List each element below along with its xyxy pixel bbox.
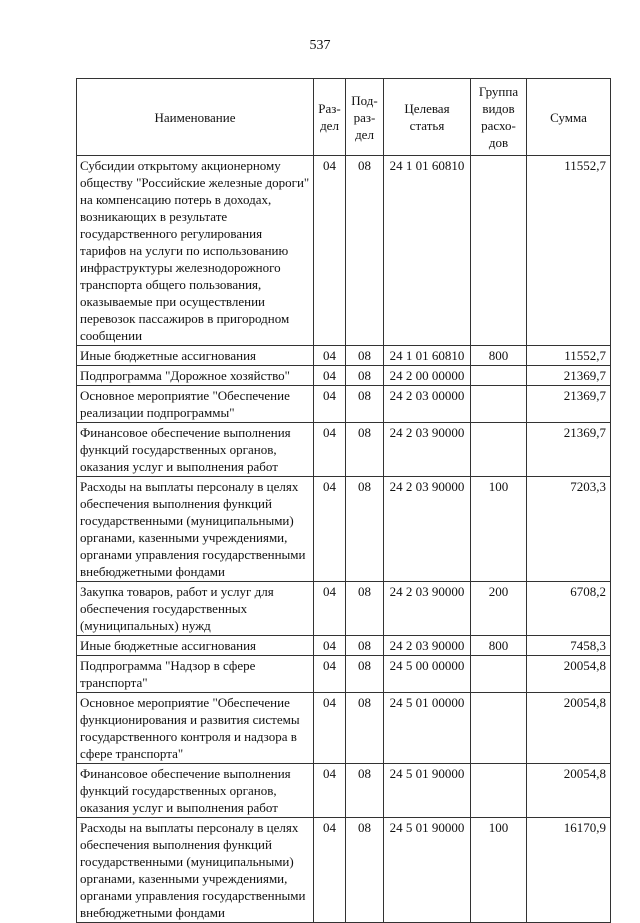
cell-amount: 7458,3: [527, 636, 611, 656]
cell-expense-group: [471, 366, 527, 386]
cell-section: 04: [314, 366, 346, 386]
table-header: [77, 79, 611, 156]
table-body: [77, 156, 611, 923]
cell-expense-group: 200: [471, 582, 527, 636]
cell-target-article: 24 2 00 00000: [384, 366, 471, 386]
cell-section: 04: [314, 423, 346, 477]
cell-subsection: 08: [346, 636, 384, 656]
cell-subsection: 08: [346, 582, 384, 636]
header-expense-group: Группа видов расхо- дов: [471, 79, 527, 156]
table-row: [77, 818, 611, 923]
table-row: [77, 386, 611, 423]
cell-name: Иные бюджетные ассигнования: [77, 346, 314, 366]
cell-subsection: 08: [346, 477, 384, 582]
table-row: [77, 156, 611, 346]
cell-expense-group: 100: [471, 818, 527, 923]
cell-target-article: 24 1 01 60810: [384, 346, 471, 366]
cell-amount: 20054,8: [527, 693, 611, 764]
cell-name: Закупка товаров, работ и услуг для обеспечения государственных (муниципальных) нужд: [77, 582, 314, 636]
cell-name: Расходы на выплаты персоналу в целях обеспечения выполнения функций государственными (муниципальными) органами, казенными учреждениями, органами управления государственными внебюджетными фондами: [77, 477, 314, 582]
page-number: 537: [309, 38, 331, 53]
cell-target-article: 24 5 01 90000: [384, 764, 471, 818]
cell-amount: 6708,2: [527, 582, 611, 636]
cell-section: 04: [314, 156, 346, 346]
cell-expense-group: 800: [471, 636, 527, 656]
cell-name: Финансовое обеспечение выполнения функций государственных органов, оказания услуг и выполнения работ: [77, 764, 314, 818]
header-amount: Сумма: [527, 79, 611, 156]
cell-name: Иные бюджетные ассигнования: [77, 636, 314, 656]
table-row: [77, 477, 611, 582]
cell-section: 04: [314, 693, 346, 764]
cell-amount: 20054,8: [527, 764, 611, 818]
cell-amount: 16170,9: [527, 818, 611, 923]
cell-expense-group: [471, 764, 527, 818]
cell-amount: 21369,7: [527, 386, 611, 423]
cell-name: Подпрограмма "Дорожное хозяйство": [77, 366, 314, 386]
cell-name: Расходы на выплаты персоналу в целях обеспечения выполнения функций государственными (муниципальными) органами, казенными учреждениями, органами управления государственными внебюджетными фондами: [77, 818, 314, 923]
cell-subsection: 08: [346, 346, 384, 366]
header-target-article: Целевая статья: [384, 79, 471, 156]
cell-target-article: 24 2 03 00000: [384, 386, 471, 423]
cell-section: 04: [314, 818, 346, 923]
cell-expense-group: [471, 156, 527, 346]
cell-section: 04: [314, 636, 346, 656]
cell-section: 04: [314, 582, 346, 636]
table-row: [77, 656, 611, 693]
cell-expense-group: [471, 423, 527, 477]
cell-amount: 21369,7: [527, 366, 611, 386]
cell-expense-group: 800: [471, 346, 527, 366]
cell-subsection: 08: [346, 656, 384, 693]
cell-amount: 21369,7: [527, 423, 611, 477]
header-subsection: Под- раз- дел: [346, 79, 384, 156]
cell-subsection: 08: [346, 764, 384, 818]
cell-section: 04: [314, 477, 346, 582]
cell-section: 04: [314, 346, 346, 366]
table-row: [77, 423, 611, 477]
cell-name: Подпрограмма "Надзор в сфере транспорта": [77, 656, 314, 693]
cell-target-article: 24 5 01 90000: [384, 818, 471, 923]
cell-expense-group: [471, 693, 527, 764]
cell-section: 04: [314, 656, 346, 693]
cell-expense-group: [471, 656, 527, 693]
cell-subsection: 08: [346, 386, 384, 423]
budget-table: [76, 78, 611, 923]
cell-amount: 20054,8: [527, 656, 611, 693]
cell-section: 04: [314, 386, 346, 423]
table-row: [77, 764, 611, 818]
cell-subsection: 08: [346, 156, 384, 346]
header-row: [77, 79, 611, 156]
cell-target-article: 24 5 00 00000: [384, 656, 471, 693]
table-row: [77, 346, 611, 366]
cell-subsection: 08: [346, 693, 384, 764]
header-name: Наименование: [77, 79, 314, 156]
cell-name: Субсидии открытому акционерному обществу "Российские железные дороги" на компенсацию потерь в доходах, возникающих в результате государственного регулирования тарифов на услуги по использованию инфраструктуры железнодорожного транспорта общего пользования, оказываемые при осуществлении перевозок пассажиров в пригородном сообщении: [77, 156, 314, 346]
table-row: [77, 366, 611, 386]
cell-name: Основное мероприятие "Обеспечение функционирования и развития системы государственного контроля и надзора в сфере транспорта": [77, 693, 314, 764]
cell-amount: 11552,7: [527, 346, 611, 366]
table-row: [77, 636, 611, 656]
table-row: [77, 582, 611, 636]
table-row: [77, 693, 611, 764]
cell-expense-group: [471, 386, 527, 423]
cell-target-article: 24 1 01 60810: [384, 156, 471, 346]
cell-subsection: 08: [346, 423, 384, 477]
cell-name: Финансовое обеспечение выполнения функций государственных органов, оказания услуг и выполнения работ: [77, 423, 314, 477]
cell-subsection: 08: [346, 818, 384, 923]
cell-subsection: 08: [346, 366, 384, 386]
cell-target-article: 24 2 03 90000: [384, 636, 471, 656]
cell-target-article: 24 2 03 90000: [384, 477, 471, 582]
cell-target-article: 24 2 03 90000: [384, 582, 471, 636]
cell-expense-group: 100: [471, 477, 527, 582]
cell-section: 04: [314, 764, 346, 818]
cell-amount: 7203,3: [527, 477, 611, 582]
header-section: Раз- дел: [314, 79, 346, 156]
cell-target-article: 24 5 01 00000: [384, 693, 471, 764]
cell-amount: 11552,7: [527, 156, 611, 346]
cell-name: Основное мероприятие "Обеспечение реализации подпрограммы": [77, 386, 314, 423]
cell-target-article: 24 2 03 90000: [384, 423, 471, 477]
